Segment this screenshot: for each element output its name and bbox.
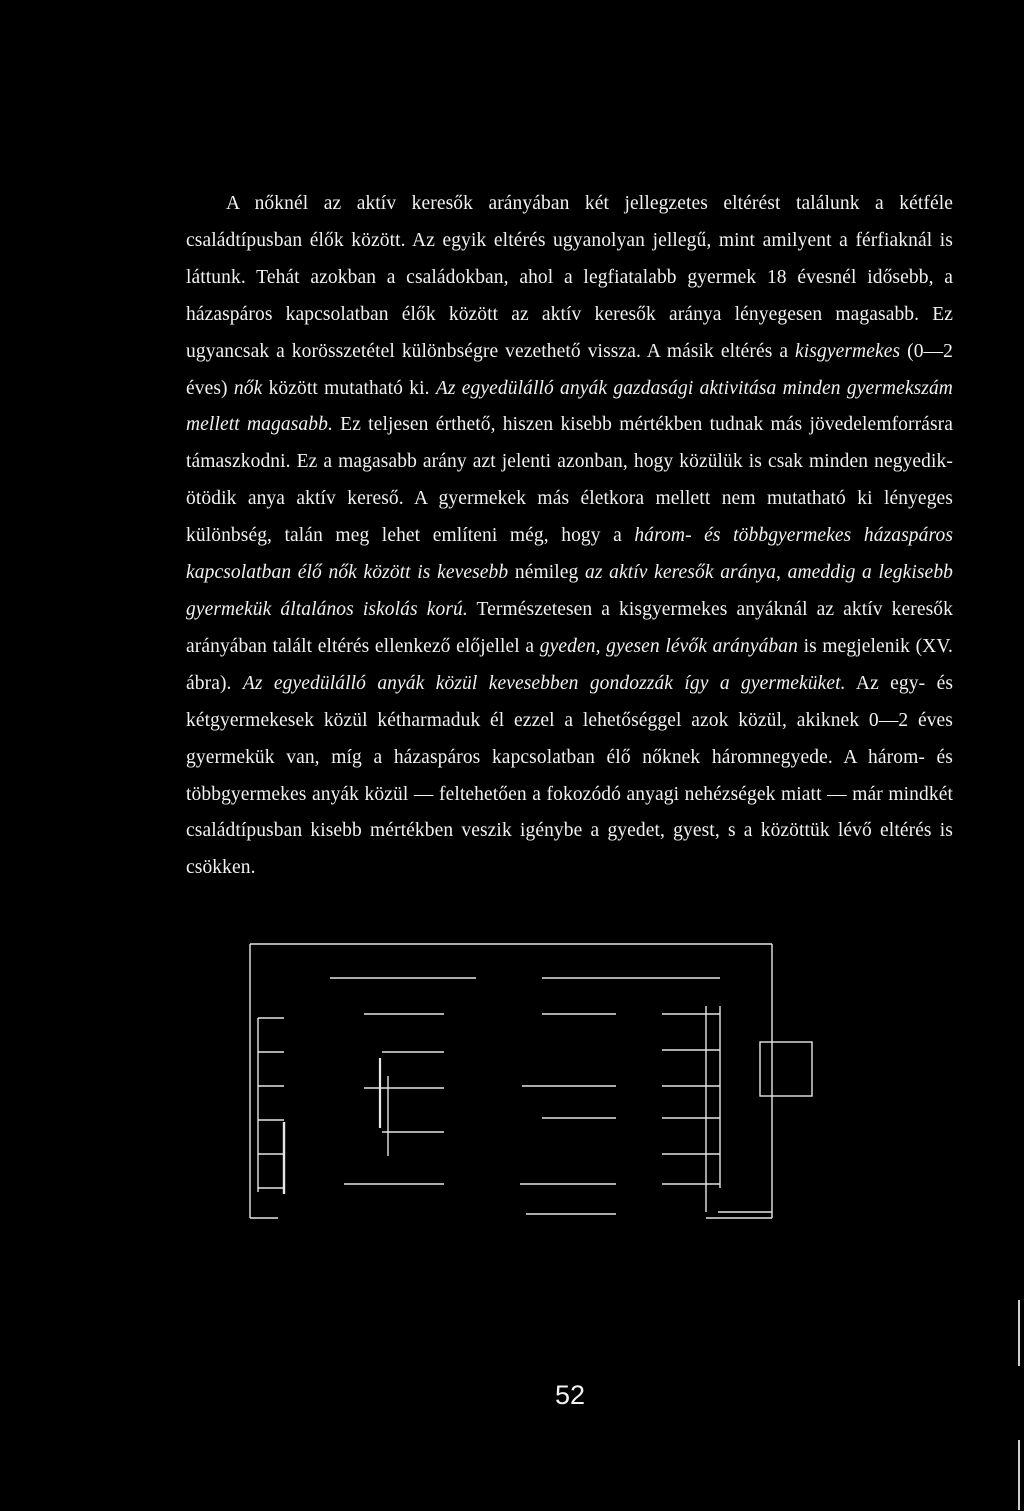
- emphasis: az aktív keresők aránya, ameddig a legkisebb gyermekük általános iskolás korú.: [186, 562, 954, 620]
- page-number: 52: [554, 1380, 586, 1410]
- body-paragraph: [186, 186, 953, 887]
- text-run: Természetesen a kisgyermekes anyáknál az aktív keresők arányában talált eltérés ellenkező előjellel a: [186, 598, 954, 657]
- edge-mark: [1018, 1300, 1020, 1366]
- text-run: Ez teljesen érthető, hiszen kisebb mértékben tudnak más jövedelemforrásra támaszkodni. Ez a magasabb arány azt jelenti azonban, hogy közülük is csak minden negyedik-ötödik anya aktív kereső. A gyermekek más életkora mellett nem mutatható ki lényeges különbség, talán meg lehet említeni még, hogy a: [186, 414, 954, 547]
- text-run: A nőknél az aktív keresők arányában két jellegzetes eltérést találunk a kétféle családtípusban élők között. Az egyik eltérés ugyanolyan jellegű, mint amilyent a férfiaknál is láttunk. Tehát azokban a családokban, ahol a legfiatalabb gyermek 18 évesnél idősebb, a házaspáros kapcsolatban élők között az aktív keresők aránya lényegesen magasabb. Ez ugyancsak a korösszetétel különbségre vezethető vissza. A másik eltérés a: [186, 193, 953, 362]
- emphasis: Az egyedülálló anyák gazdasági aktivitása minden gyermekszám mellett magasabb.: [186, 377, 953, 436]
- emphasis: nők: [233, 377, 263, 399]
- text-run: Az egy- és kétgyermekesek közül kétharmaduk él ezzel a lehetőséggel azok közül, akiknek 0—2 éves gyermekük van, míg a házaspáros kapcsolatban élő nőknek háromnegyede. A három- és többgyermekes anyák közül — feltehetően a fokozódó anyagi nehézségek miatt — már mindkét családtípusban kisebb mértékben veszik igénybe a gyedet, gyest, s a közöttük lévő eltérés is csökken.: [186, 672, 954, 879]
- edge-mark: [1018, 1440, 1020, 1510]
- text-run: (0—2 éves): [186, 340, 953, 399]
- emphasis: Az egyedülálló anyák közül kevesebben gondozzák így a gyermeküket.: [242, 672, 846, 694]
- text-run: között mutatható ki.: [262, 377, 436, 399]
- emphasis: gyeden, gyesen lévők arányában: [539, 635, 798, 657]
- text-run: némileg: [508, 562, 585, 584]
- figure-drawing: [244, 942, 814, 1224]
- emphasis: kisgyermekes: [795, 340, 901, 362]
- figure-xv: [244, 942, 814, 1224]
- emphasis: három- és többgyermekes házaspáros kapcsolatban élő nők között is kevesebb: [186, 525, 954, 584]
- legend-box: [760, 1042, 812, 1096]
- text-run: is megjelenik (XV. ábra).: [186, 635, 953, 694]
